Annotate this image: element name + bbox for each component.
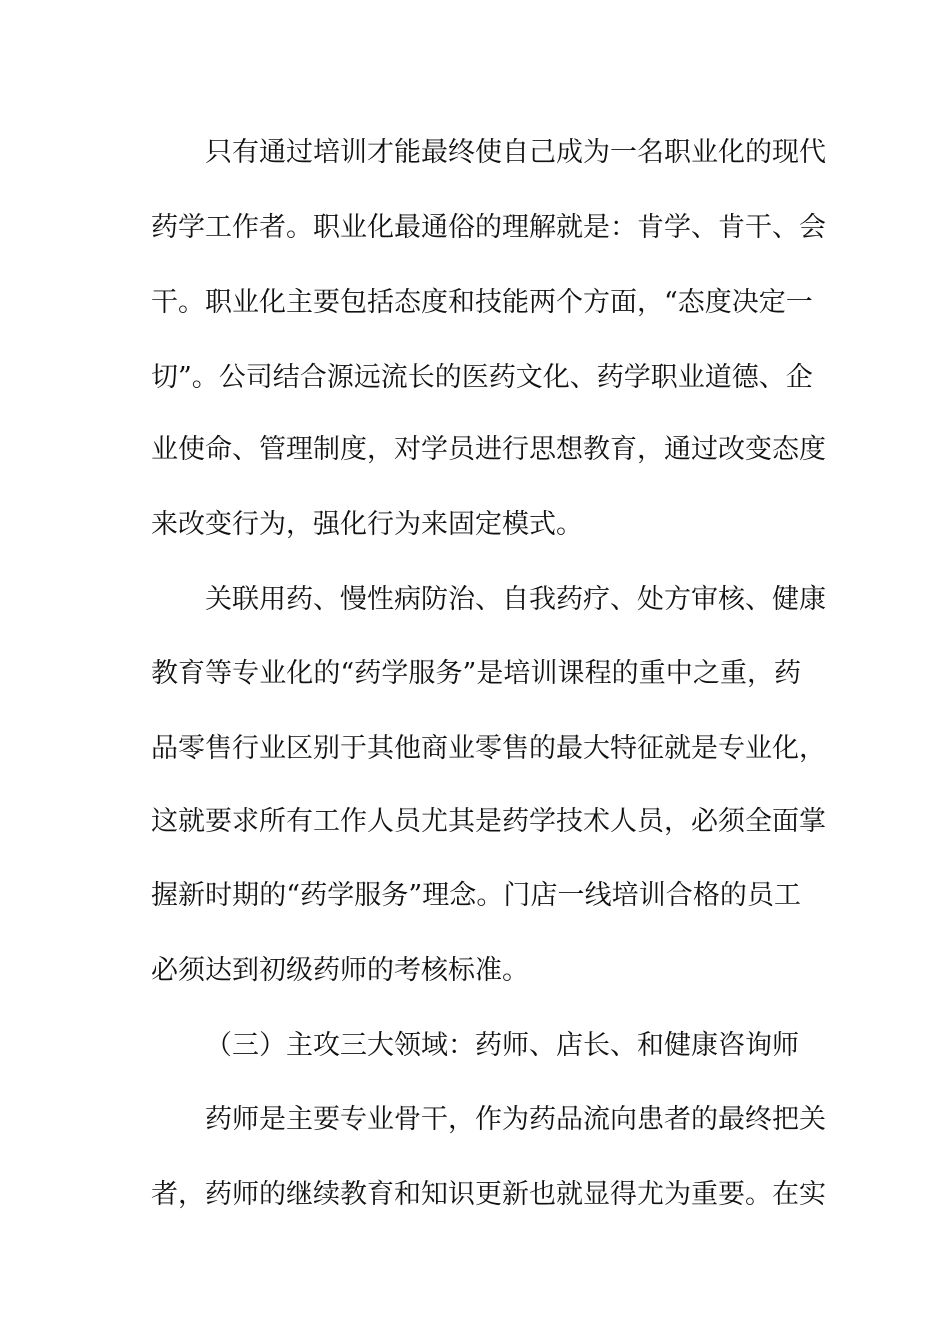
paragraph-2-line-2: 教育等专业化的“药学服务”是培训课程的重中之重，药 (151, 658, 801, 689)
paragraph-1-line-4: 切”。公司结合源远流长的医药文化、药学职业道德、企 (151, 362, 813, 393)
section-heading: （三）主攻三大领域：药师、店长、和健康咨询师 (205, 1030, 799, 1061)
paragraph-2-line-4: 这就要求所有工作人员尤其是药学技术人员，必须全面掌 (151, 806, 826, 837)
paragraph-1-line-3: 干。职业化主要包括态度和技能两个方面，“态度决定一 (151, 287, 813, 318)
paragraph-2-line-1: 关联用药、慢性病防治、自我药疗、处方审核、健康 (205, 584, 826, 615)
paragraph-1-line-6: 来改变行为，强化行为来固定模式。 (151, 509, 583, 540)
paragraph-3-line-2: 者，药师的继续教育和知识更新也就显得尤为重要。在实 (151, 1179, 826, 1210)
paragraph-3-line-1: 药师是主要专业骨干，作为药品流向患者的最终把关 (205, 1104, 826, 1135)
paragraph-2-line-5: 握新时期的“药学服务”理念。门店一线培训合格的员工 (151, 880, 801, 911)
paragraph-1-line-2: 药学工作者。职业化最通俗的理解就是：肯学、肯干、会 (151, 212, 826, 243)
paragraph-2-line-6: 必须达到初级药师的考核标准。 (151, 955, 529, 986)
paragraph-1-line-5: 业使命、管理制度，对学员进行思想教育，通过改变态度 (151, 434, 826, 465)
paragraph-1-line-1: 只有通过培训才能最终使自己成为一名职业化的现代 (205, 137, 826, 168)
paragraph-2-line-3: 品零售行业区别于其他商业零售的最大特征就是专业化， (151, 733, 826, 764)
